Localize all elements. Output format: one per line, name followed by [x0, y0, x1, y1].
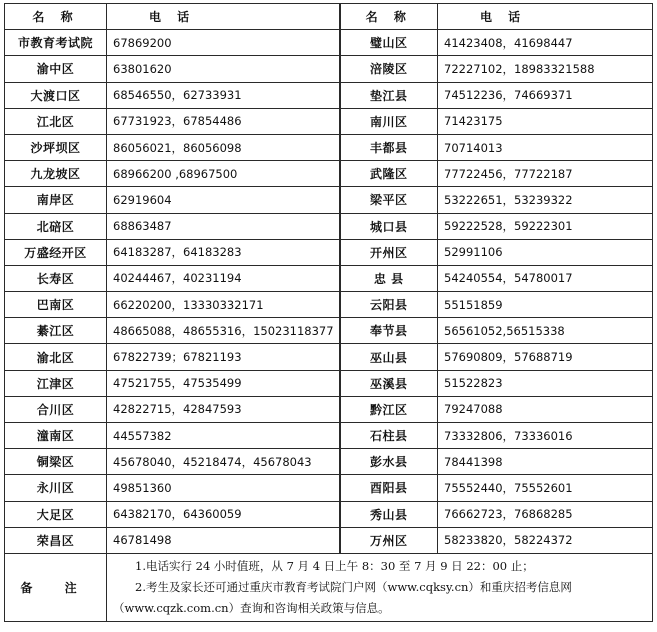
- phone-number-right: 59222528，59222301: [438, 213, 653, 239]
- region-name-right: 开州区: [340, 239, 438, 265]
- phone-number-right: 70714013: [438, 134, 653, 160]
- table-row: [5, 213, 653, 239]
- phone-number-left: 44557382: [107, 423, 340, 449]
- phone-number-right: 56561052,56515338: [438, 318, 653, 344]
- notes-body: [107, 553, 653, 621]
- region-name-right: 秀山县: [340, 501, 438, 527]
- phone-number-right: 52991106: [438, 239, 653, 265]
- region-name-right: 巫溪县: [340, 370, 438, 396]
- region-name-left: 荣昌区: [5, 527, 107, 553]
- region-name-left: 永川区: [5, 475, 107, 501]
- phone-number-left: 68863487: [107, 213, 340, 239]
- region-name-right: 奉节县: [340, 318, 438, 344]
- table-row: [5, 134, 653, 160]
- phone-number-left: 49851360: [107, 475, 340, 501]
- region-name-right: 涪陵区: [340, 56, 438, 82]
- region-name-right: 巫山县: [340, 344, 438, 370]
- phone-number-left: 64183287，64183283: [107, 239, 340, 265]
- phone-number-left: 68966200 ,68967500: [107, 161, 340, 187]
- region-name-left: 铜梁区: [5, 449, 107, 475]
- phone-number-right: 71423175: [438, 108, 653, 134]
- notes-row: [5, 553, 653, 621]
- table-row: [5, 108, 653, 134]
- phone-number-left: 66220200，13330332171: [107, 292, 340, 318]
- region-name-left: 巴南区: [5, 292, 107, 318]
- region-name-left: 北碚区: [5, 213, 107, 239]
- phone-number-left: 63801620: [107, 56, 340, 82]
- region-name-right: 南川区: [340, 108, 438, 134]
- table-row: [5, 30, 653, 56]
- table-row: [5, 423, 653, 449]
- note-line-1: 1.电话实行 24 小时值班，从 7 月 4 日上午 8：30 至 7 月 9 日 22：00 止；: [135, 558, 534, 573]
- region-name-left: 江津区: [5, 370, 107, 396]
- table-row: [5, 239, 653, 265]
- region-name-right: 黔江区: [340, 396, 438, 422]
- phone-number-left: 67731923，67854486: [107, 108, 340, 134]
- phone-number-left: 64382170，64360059: [107, 501, 340, 527]
- region-name-left: 万盛经开区: [5, 239, 107, 265]
- table-row: [5, 56, 653, 82]
- phone-number-right: 53222651，53239322: [438, 187, 653, 213]
- header-row: [5, 4, 653, 30]
- phone-number-right: 54240554，54780017: [438, 265, 653, 291]
- region-name-right: 忠 县: [340, 265, 438, 291]
- phone-number-right: 79247088: [438, 396, 653, 422]
- phone-number-right: 74512236，74669371: [438, 82, 653, 108]
- region-name-left: 大足区: [5, 501, 107, 527]
- region-name-right: 梁平区: [340, 187, 438, 213]
- region-name-right: 万州区: [340, 527, 438, 553]
- phone-number-right: 72227102，18983321588: [438, 56, 653, 82]
- phone-number-right: 57690809，57688719: [438, 344, 653, 370]
- header-phone-right: 电 话: [438, 4, 653, 30]
- region-name-left: 市教育考试院: [5, 30, 107, 56]
- phone-number-right: 77722456，77722187: [438, 161, 653, 187]
- phone-number-left: 67869200: [107, 30, 340, 56]
- region-name-left: 南岸区: [5, 187, 107, 213]
- phone-number-right: 58233820，58224372: [438, 527, 653, 553]
- phone-number-left: 42822715，42847593: [107, 396, 340, 422]
- region-name-right: 璧山区: [340, 30, 438, 56]
- region-name-left: 大渡口区: [5, 82, 107, 108]
- region-name-left: 长寿区: [5, 265, 107, 291]
- table-row: [5, 370, 653, 396]
- table-row: [5, 161, 653, 187]
- phone-number-left: 45678040，45218474，45678043: [107, 449, 340, 475]
- region-name-left: 渝北区: [5, 344, 107, 370]
- region-name-left: 沙坪坝区: [5, 134, 107, 160]
- phone-number-left: 47521755，47535499: [107, 370, 340, 396]
- header-phone-left: 电 话: [107, 4, 340, 30]
- phone-number-left: 67822739；67821193: [107, 344, 340, 370]
- region-name-left: 潼南区: [5, 423, 107, 449]
- phone-number-left: 62919604: [107, 187, 340, 213]
- region-name-right: 酉阳县: [340, 475, 438, 501]
- phone-number-right: 55151859: [438, 292, 653, 318]
- phone-number-right: 73332806，73336016: [438, 423, 653, 449]
- phone-number-right: 41423408，41698447: [438, 30, 653, 56]
- region-name-right: 武隆区: [340, 161, 438, 187]
- region-name-left: 渝中区: [5, 56, 107, 82]
- region-name-right: 云阳县: [340, 292, 438, 318]
- phone-number-left: 40244467，40231194: [107, 265, 340, 291]
- table-row: [5, 292, 653, 318]
- table-row: [5, 501, 653, 527]
- table-row: [5, 396, 653, 422]
- phone-number-left: 48665088，48655316，15023118377: [107, 318, 340, 344]
- region-name-right: 石柱县: [340, 423, 438, 449]
- phone-number-left: 68546550，62733931: [107, 82, 340, 108]
- header-name-left: 名 称: [5, 4, 107, 30]
- phone-number-right: 51522823: [438, 370, 653, 396]
- header-name-right: 名 称: [340, 4, 438, 30]
- region-name-right: 垫江县: [340, 82, 438, 108]
- table-row: [5, 344, 653, 370]
- phone-number-right: 76662723，76868285: [438, 501, 653, 527]
- hotline-table: [4, 3, 653, 622]
- table-row: [5, 265, 653, 291]
- phone-number-left: 46781498: [107, 527, 340, 553]
- region-name-left: 合川区: [5, 396, 107, 422]
- phone-number-right: 78441398: [438, 449, 653, 475]
- region-name-left: 綦江区: [5, 318, 107, 344]
- region-name-right: 城口县: [340, 213, 438, 239]
- table-row: [5, 475, 653, 501]
- table-row: [5, 527, 653, 553]
- region-name-right: 丰都县: [340, 134, 438, 160]
- notes-label: 备 注: [5, 553, 107, 621]
- table-row: [5, 318, 653, 344]
- phone-number-left: 86056021，86056098: [107, 134, 340, 160]
- phone-number-right: 75552440，75552601: [438, 475, 653, 501]
- table-row: [5, 82, 653, 108]
- note-line-2: 2.考生及家长还可通过重庆市教育考试院门户网（www.cqksy.cn）和重庆招考信息网（www.cqzk.com.cn）查询和咨询相关政策与信息。: [113, 579, 572, 615]
- region-name-left: 江北区: [5, 108, 107, 134]
- table-row: [5, 187, 653, 213]
- region-name-right: 彭水县: [340, 449, 438, 475]
- region-name-left: 九龙坡区: [5, 161, 107, 187]
- table-row: [5, 449, 653, 475]
